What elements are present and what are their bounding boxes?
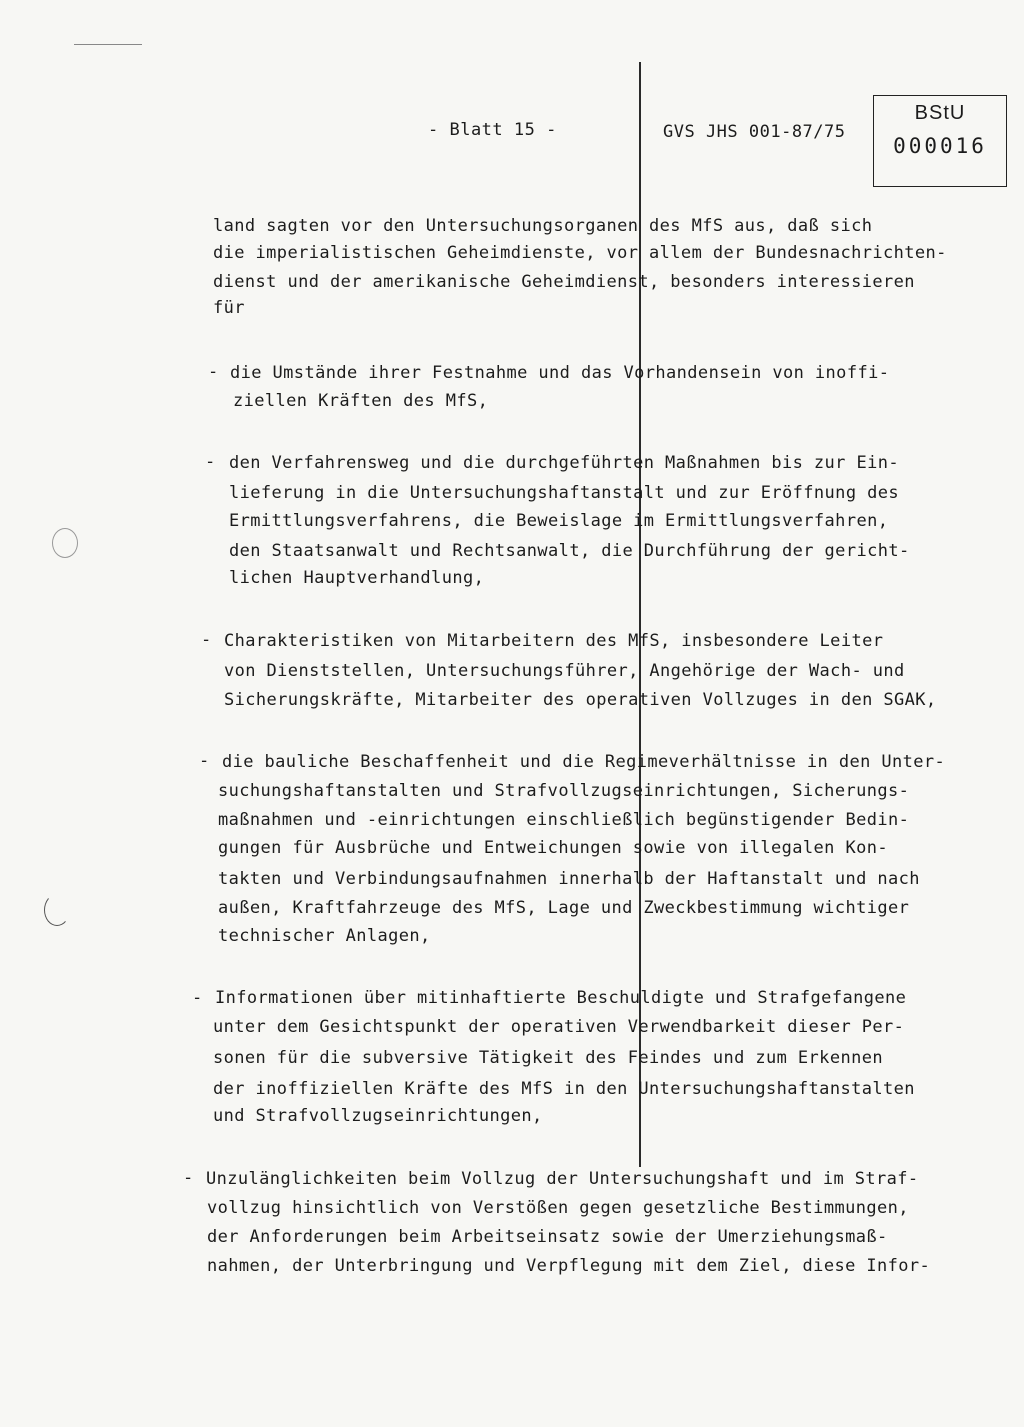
bullet-line: vollzug hinsichtlich von Verstößen gegen gesetzliche Bestimmungen, xyxy=(207,1198,909,1218)
bullet-line: takten und Verbindungsaufnahmen innerhalb der Haftanstalt und nach xyxy=(218,869,920,889)
bullet-line: der Anforderungen beim Arbeitseinsatz sowie der Umerziehungsmaß- xyxy=(207,1227,888,1247)
bullet-dash: - xyxy=(205,452,216,472)
bullet-line: nahmen, der Unterbringung und Verpflegung mit dem Ziel, diese Infor- xyxy=(207,1256,931,1276)
scan-smudge-mark xyxy=(52,528,78,558)
bullet-line: technischer Anlagen, xyxy=(218,926,431,946)
intro-line: für xyxy=(213,298,245,318)
bullet-line: die bauliche Beschaffenheit und die Regimeverhältnisse in den Unter- xyxy=(222,752,946,772)
intro-line: dienst und der amerikanische Geheimdienst, besonders interessieren xyxy=(213,272,915,292)
bullet-line: der inoffiziellen Kräfte des MfS in den Untersuchungshaftanstalten xyxy=(213,1079,915,1099)
archive-stamp xyxy=(873,95,1007,187)
bullet-line: ziellen Kräften des MfS, xyxy=(233,391,489,411)
bullet-line: Informationen über mitinhaftierte Beschuldigte und Strafgefangene xyxy=(215,988,907,1008)
bullet-line: sonen für die subversive Tätigkeit des Feindes und zum Erkennen xyxy=(213,1048,883,1068)
bullet-line: lieferung in die Untersuchungshaftanstalt und zur Eröffnung des xyxy=(229,483,899,503)
bullet-line: und Strafvollzugseinrichtungen, xyxy=(213,1106,543,1126)
archive-stamp-number: 000016 xyxy=(893,134,987,158)
bullet-dash: - xyxy=(208,362,219,382)
bullet-line: maßnahmen und -einrichtungen einschließlich begünstigender Bedin- xyxy=(218,810,910,830)
intro-line: land sagten vor den Untersuchungsorganen des MfS aus, daß sich xyxy=(213,216,873,236)
bullet-line: Charakteristiken von Mitarbeitern des MfS, insbesondere Leiter xyxy=(224,631,884,651)
bullet-line: gungen für Ausbrüche und Entweichungen sowie von illegalen Kon- xyxy=(218,838,888,858)
bullet-line: unter dem Gesichtspunkt der operativen Verwendbarkeit dieser Per- xyxy=(213,1017,905,1037)
archive-stamp-label: BStU xyxy=(914,102,966,124)
punch-hole-mark xyxy=(44,894,70,926)
bullet-dash: - xyxy=(192,988,203,1008)
bullet-dash: - xyxy=(183,1168,194,1188)
intro-line: die imperialistischen Geheimdienste, vor allem der Bundesnachrichten- xyxy=(213,243,947,263)
scan-line-mark xyxy=(74,44,142,45)
bullet-line: Ermittlungsverfahrens, die Beweislage im Ermittlungsverfahren, xyxy=(229,511,889,531)
bullet-line: außen, Kraftfahrzeuge des MfS, Lage und Zweckbestimmung wichtiger xyxy=(218,898,910,918)
bullet-line: Sicherungskräfte, Mitarbeiter des operativen Vollzuges in den SGAK, xyxy=(224,690,937,710)
bullet-dash: - xyxy=(199,751,210,771)
bullet-line: den Verfahrensweg und die durchgeführten Maßnahmen bis zur Ein- xyxy=(229,453,899,473)
bullet-line: die Umstände ihrer Festnahme und das Vorhandensein von inoffi- xyxy=(230,363,890,383)
bullet-line: Unzulänglichkeiten beim Vollzug der Untersuchungshaft und im Straf- xyxy=(206,1169,919,1189)
document-reference: GVS JHS 001-87/75 xyxy=(663,122,846,142)
bullet-line: den Staatsanwalt und Rechtsanwalt, die Durchführung der gericht- xyxy=(229,541,910,561)
bullet-line: suchungshaftanstalten und Strafvollzugseinrichtungen, Sicherungs- xyxy=(218,781,910,801)
bullet-line: lichen Hauptverhandlung, xyxy=(229,568,485,588)
bullet-line: von Dienststellen, Untersuchungsführer, Angehörige der Wach- und xyxy=(224,661,905,681)
page-number-label: - Blatt 15 - xyxy=(428,120,557,140)
bullet-dash: - xyxy=(201,630,212,650)
